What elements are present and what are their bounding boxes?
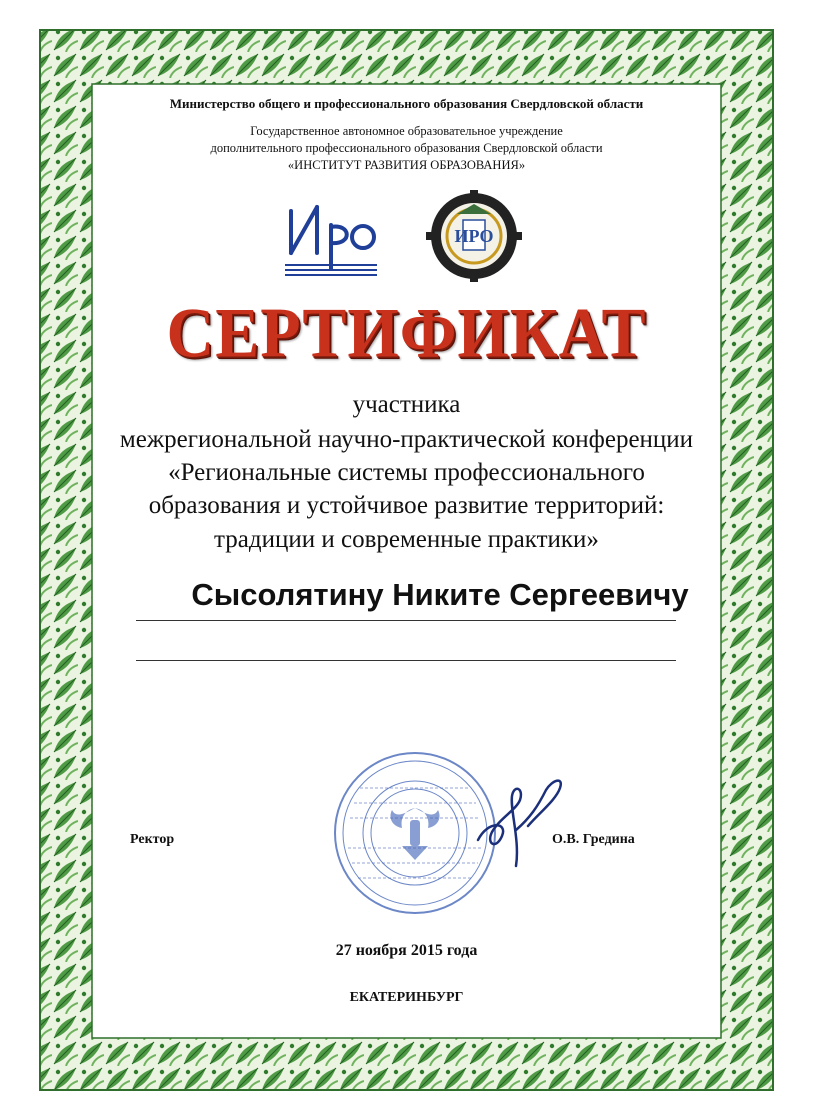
certificate-title: СЕРТИФИКАТ — [166, 294, 647, 373]
svg-text:ИРО: ИРО — [454, 226, 494, 246]
conference-type: межрегиональной научно-практической конференции — [119, 426, 694, 453]
institution-line: Государственное автономное образовательное учреждение — [250, 124, 563, 138]
institution-line: «ИНСТИТУТ РАЗВИТИЯ ОБРАЗОВАНИЯ» — [287, 158, 526, 172]
ministry-heading: Министерство общего и профессионального образования Свердловской области — [169, 96, 644, 111]
institution-line: дополнительного профессионального образования Свердловской области — [210, 141, 603, 155]
institution-heading — [60, 123, 753, 174]
recipient-name: Сысолятину Никите Сергеевичу — [191, 577, 689, 612]
recipient-underline — [136, 620, 676, 621]
rector-label: Ректор — [130, 832, 175, 847]
handwritten-signature — [468, 770, 578, 880]
signer-name: О.В. Гредина — [552, 832, 635, 847]
conference-title-line: «Региональные системы профессионального — [168, 459, 645, 486]
conference-title-line: образования и устойчивое развитие территорий: — [148, 492, 665, 519]
issue-date: 27 ноября 2015 года — [335, 942, 478, 959]
iro-logo — [281, 193, 381, 285]
institute-emblem — [425, 190, 523, 282]
conference-title-line: традиции и современные практики» — [214, 526, 599, 553]
participant-label: участника — [352, 391, 461, 418]
issue-city: ЕКАТЕРИНБУРГ — [349, 990, 464, 1005]
blank-line — [136, 660, 676, 661]
